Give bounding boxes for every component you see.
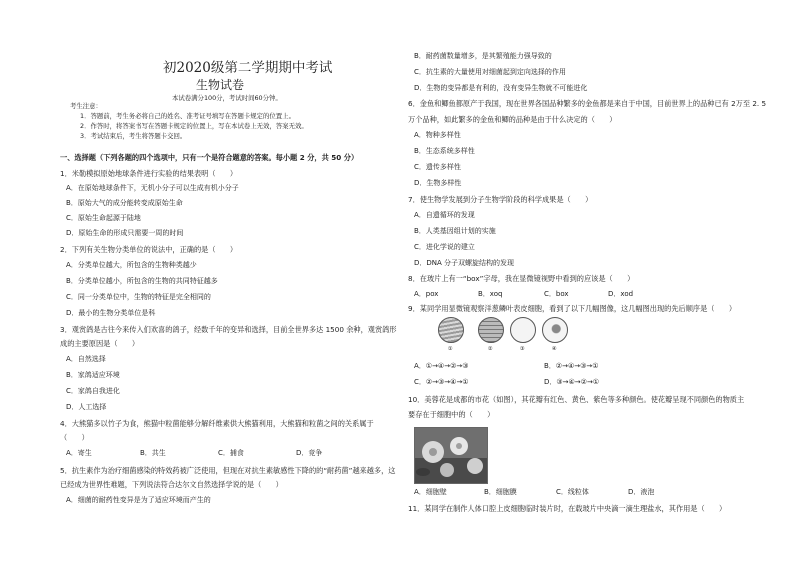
notes-title: 考生注意： xyxy=(70,102,102,110)
question-stem: 11．某同学在制作人体口腔上皮细胞临时装片时，在载玻片中央滴一滴生理盐水，其作用是（ ） xyxy=(408,504,727,513)
option: A．细胞壁 xyxy=(414,488,447,496)
question-stem: 成的主要原因是（ ） xyxy=(60,339,140,348)
question-stem: 9．某同学用显微镜观察洋葱鳞叶表皮细胞，看到了以下几幅图像，这几幅图出现的先后顺序是（ ） xyxy=(408,304,737,313)
option: B．耐药菌数量增多，是其繁殖能力强导致的 xyxy=(414,52,552,60)
option: C．家鸽自我进化 xyxy=(66,387,120,395)
option: D．液泡 xyxy=(628,488,655,496)
question-stem: 万个品种，如此繁多的金鱼和鲫的品种是由于什么决定的（ ） xyxy=(408,115,617,124)
option: C．同一分类单位中，生物的特征是完全相同的 xyxy=(66,293,211,301)
note-1: 1．答题前，考生务必将自己的姓名、准考证号填写在答题卡规定的位置上。 xyxy=(80,112,295,120)
exam-title: 初2020级第二学期期中考试 xyxy=(163,60,333,76)
section-heading: 一、选择题（下列各题的四个选项中，只有一个是符合题意的答案。每小题 2 分，共 50 分） xyxy=(60,153,359,162)
option: D．xod xyxy=(608,290,634,298)
option: B．人类基因组计划的实施 xyxy=(414,227,496,235)
question-stem: 要存在于细胞中的（ ） xyxy=(408,410,495,419)
question-stem: 7．使生物学发展到分子生物学阶段的科学成果是（ ） xyxy=(408,195,593,204)
option: B．生态系统多样性 xyxy=(414,147,475,155)
note-2: 2．作答时，将答案书写在答题卡规定的位置上，写在本试卷上无效，答案无效。 xyxy=(80,122,308,130)
option: B．原始大气的成分能转变成原始生命 xyxy=(66,199,183,207)
exam-subject: 生物试卷 xyxy=(196,78,245,92)
option: B．共生 xyxy=(140,449,166,457)
question-stem: 已经成为世界性难题，下列说法符合达尔文自然选择学说的是（ ） xyxy=(60,480,283,489)
option: B．细胞膜 xyxy=(484,488,517,496)
option: A．自然选择 xyxy=(66,355,106,363)
option: D．原始生命的形成只需要一周的时间 xyxy=(66,229,184,237)
caption: ① xyxy=(448,346,453,352)
option: A．①→④→②→③ xyxy=(414,362,469,370)
option: A．pox xyxy=(414,290,439,298)
question-stem: 8．在玻片上有一“box”字母，我在显微镜视野中看到的应该是（ ） xyxy=(408,274,635,283)
note-3: 3．考试结束后，考生将答题卡交回。 xyxy=(80,132,187,140)
option: A．在原始地球条件下，无机小分子可以生成有机小分子 xyxy=(66,184,239,192)
question-stem: 6．金鱼和鲫鱼都原产于我国，现在世界各国品种繁多的金鱼都是来自于中国，目前世界上的品种已有 2万至 2. 5 xyxy=(408,99,767,108)
option: A．自遗循环的发现 xyxy=(414,211,475,219)
option: D．生物的变异都是有利的，没有变异生物就不可能进化 xyxy=(414,84,588,92)
option: C．线粒体 xyxy=(556,488,589,496)
option: C．捕食 xyxy=(218,449,244,457)
option: C．原始生命起源于陆地 xyxy=(66,214,141,222)
option: B．家鸽适应环境 xyxy=(66,371,120,379)
option: B．分类单位越小，所包含的生物的共同特征越多 xyxy=(66,277,218,285)
option: D．③→④→②→① xyxy=(544,378,600,386)
option: A．寄生 xyxy=(66,449,92,457)
option: C．抗生素的大量使用对细菌起到定向选择的作用 xyxy=(414,68,566,76)
option: A．细菌的耐药性变异是为了适应环境而产生的 xyxy=(66,496,211,504)
microscope-view-2 xyxy=(478,317,504,343)
option: B．②→④→③→① xyxy=(544,362,599,370)
caption: ② xyxy=(488,346,493,352)
option: B．xoq xyxy=(478,290,503,298)
caption: ③ xyxy=(520,346,525,352)
question-stem: 10．美蓉花是成都的市花（如图），其花瓣有红色、黄色、紫色等多种颜色。使花瓣呈现不同颜色的物质主 xyxy=(408,395,745,404)
microscope-view-1 xyxy=(438,317,464,343)
hibiscus-photo xyxy=(414,427,488,484)
question-stem: 1．米勒模拟原始地球条件进行实验的结果表明（ ） xyxy=(60,169,238,178)
microscope-view-3 xyxy=(510,317,536,343)
question-stem: （ ） xyxy=(60,433,89,442)
option: A．物种多样性 xyxy=(414,131,461,139)
question-stem: 3．观赏鸽是古往今来传入们欢喜的鸽子，经数千年的变异和选择，目前全世界多达 1500 余种，观赏鸽形 xyxy=(60,325,397,334)
option: D．生物多样性 xyxy=(414,179,462,187)
question-stem: 5．抗生素作为治疗细菌感染的特效药被广泛使用，但现在对抗生素敏感性下降的的“耐药菌”越来越多，这 xyxy=(60,466,396,475)
option: D．最小的生物分类单位是科 xyxy=(66,309,156,317)
question-stem: 4．大熊猫多以竹子为食，熊猫中粒菌能够分解纤维素供大熊猫利用，大熊猫和粒菌之间的关系属于 xyxy=(60,419,374,428)
option: D．竞争 xyxy=(296,449,323,457)
exam-info: 本试卷满分100分，考试时间60分钟。 xyxy=(172,94,282,102)
option: C．遗传多样性 xyxy=(414,163,461,171)
option: C．box xyxy=(544,290,569,298)
option: A．分类单位越大，所包含的生物种类越少 xyxy=(66,261,197,269)
option: C．进化学说的建立 xyxy=(414,243,475,251)
question-stem: 2．下列有关生物分类单位的说法中，正确的是（ ） xyxy=(60,245,238,254)
microscope-view-4 xyxy=(542,317,568,343)
option: D．人工选择 xyxy=(66,403,107,411)
caption: ④ xyxy=(552,346,557,352)
option: C．②→③→④→① xyxy=(414,378,469,386)
option: D．DNA 分子双螺旋结构的发现 xyxy=(414,259,515,267)
